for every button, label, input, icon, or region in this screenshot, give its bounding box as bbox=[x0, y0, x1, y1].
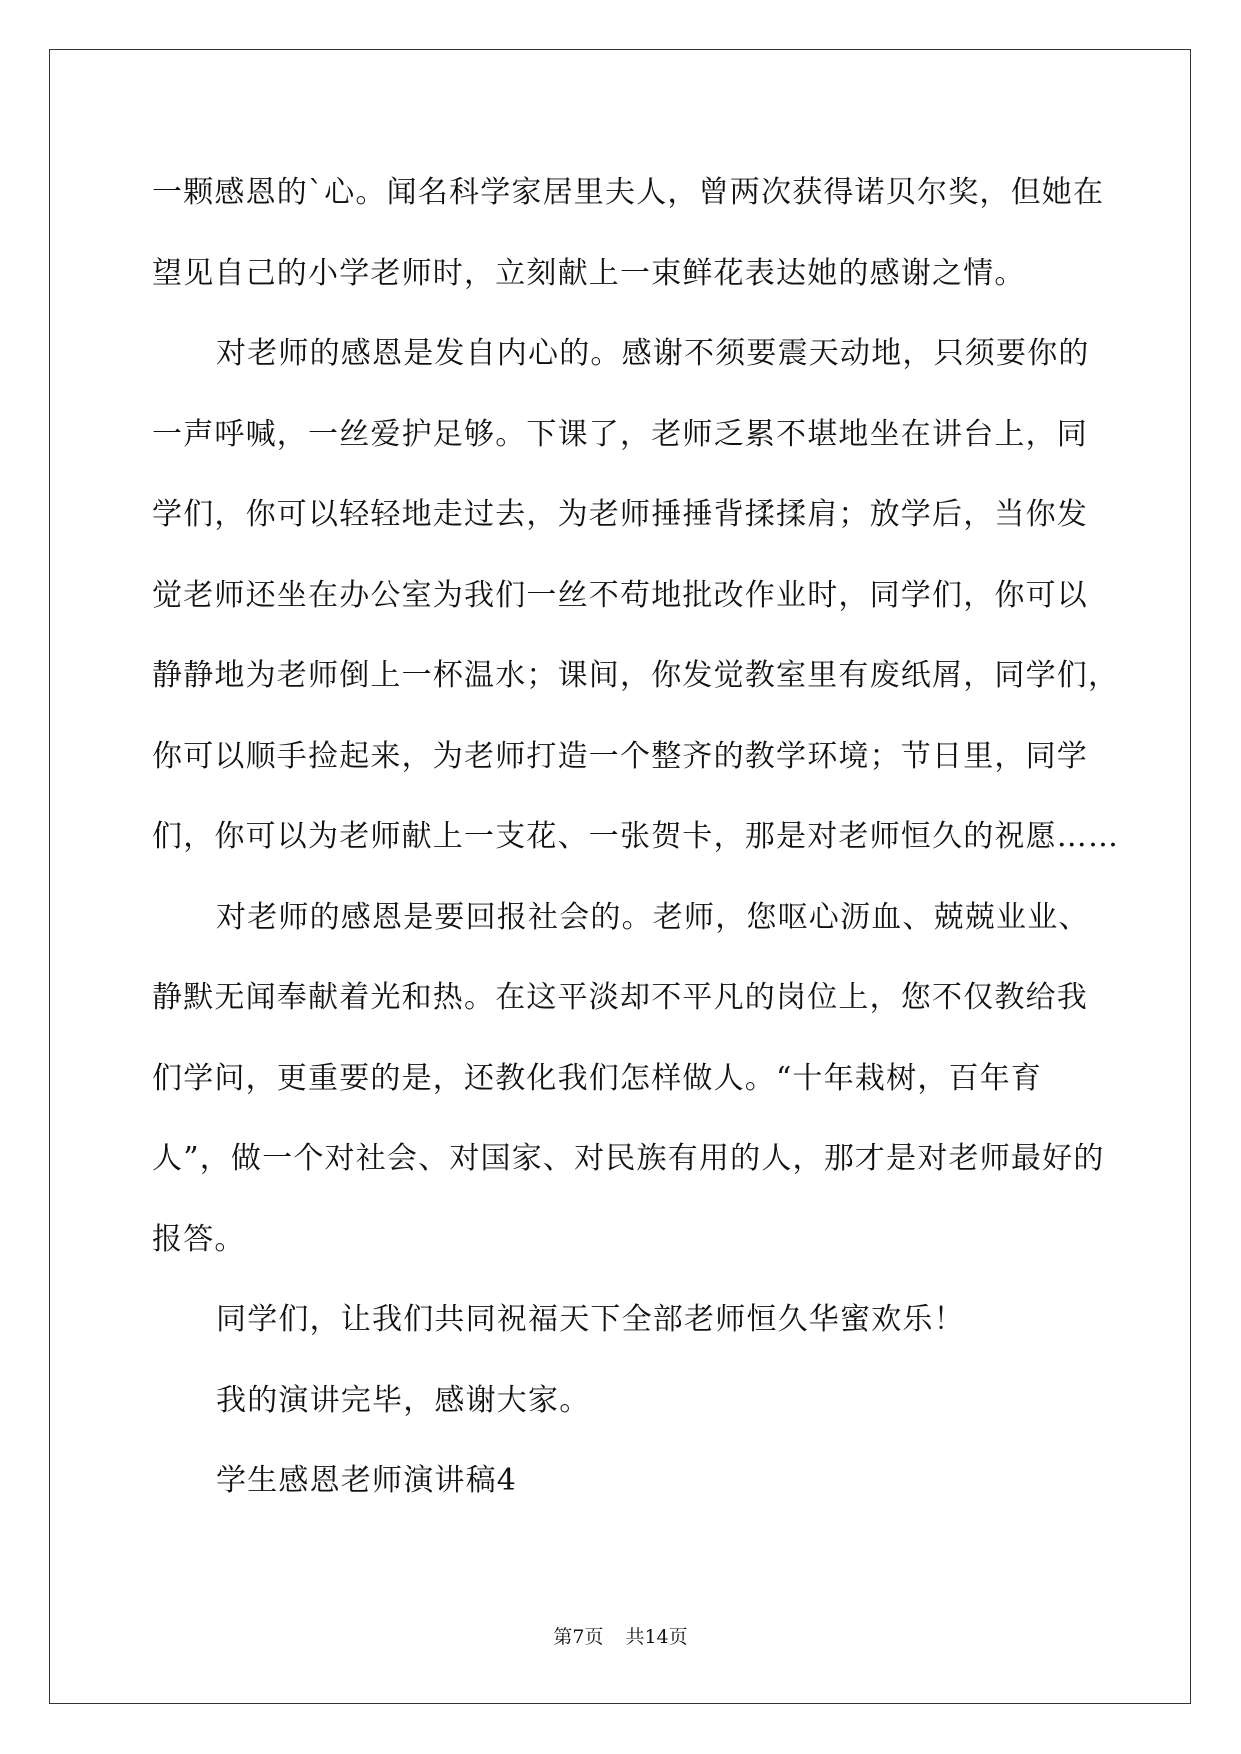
paragraph-start-line: 同学们，让我们共同祝福天下全部老师恒久华蜜欢乐！ bbox=[216, 1302, 965, 1337]
paragraph-start-line: 对老师的感恩是要回报社会的。老师，您呕心沥血、兢兢业业、 bbox=[216, 899, 1090, 935]
text-line: 一声呼喊，一丝爱护足够。下课了，老师乏累不堪地坐在讲台上，同 bbox=[152, 416, 1088, 452]
document-body bbox=[152, 163, 1120, 1532]
text-line: 们学问，更重要的是，还教化我们怎样做人。“十年栽树，百年育 bbox=[152, 1060, 1043, 1096]
text-line: 人”，做一个对社会、对国家、对民族有用的人，那才是对老师最好的 bbox=[152, 1141, 1105, 1176]
text-line: 你可以顺手捡起来，为老师打造一个整齐的教学环境；节日里，同学 bbox=[152, 738, 1088, 774]
page-number: 第7页 bbox=[553, 1626, 604, 1648]
text-line: 学们，你可以轻轻地走过去，为老师捶捶背揉揉肩；放学后，当你发 bbox=[152, 497, 1088, 532]
section-heading: 学生感恩老师演讲稿4 bbox=[216, 1463, 518, 1498]
page-total: 共14页 bbox=[625, 1626, 688, 1648]
text-line: 静默无闻奉献着光和热。在这平淡却不平凡的岗位上，您不仅教给我 bbox=[152, 980, 1088, 1015]
page-footer bbox=[0, 1622, 1241, 1649]
text-line: 静静地为老师倒上一杯温水；课间，你发觉教室里有废纸屑，同学们， bbox=[152, 658, 1120, 693]
paragraph-start-line: 我的演讲完毕，感谢大家。 bbox=[216, 1382, 591, 1418]
paragraph-start-line: 对老师的感恩是发自内心的。感谢不须要震天动地，只须要你的 bbox=[216, 336, 1090, 371]
text-line: 一颗感恩的`心。闻名科学家居里夫人，曾两次获得诺贝尔奖，但她在 bbox=[152, 175, 1105, 210]
text-line: 们，你可以为老师献上一支花、一张贺卡，那是对老师恒久的祝愿…… bbox=[152, 819, 1120, 854]
text-line: 望见自己的小学老师时，立刻献上一束鲜花表达她的感谢之情。 bbox=[152, 255, 1026, 291]
text-line: 觉老师还坐在办公室为我们一丝不苟地批改作业时，同学们，你可以 bbox=[152, 577, 1088, 613]
text-line: 报答。 bbox=[152, 1221, 246, 1257]
